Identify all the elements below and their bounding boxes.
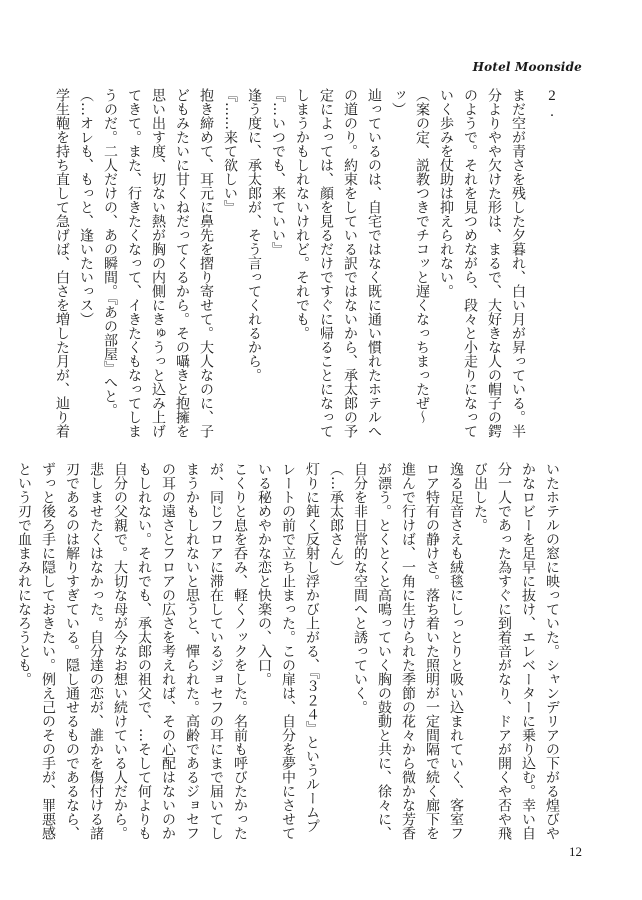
paragraph: 逢う度に、承太郎が、そう言ってくれるから。 — [246, 88, 262, 382]
page-number: 12 — [569, 844, 582, 859]
paragraph: こくりと息を呑み、軽くノックをした。名前も呼びたかったが、同じフロアに滞在しているジョセフの耳にまで届いてしまうかもしれないと思うと、憚られた。高齢であるジョセフの耳の遠さとフロアの広さを考えれば、その心配はないのかもしれない。それでも、承太郎の祖父で、…そして何よりも自分の父親で。大切な母が今なお想い続けている人だから。悲しませたくはなかった。自分達の恋が、誰かを傷付ける諸刃であるのは解りすぎている。隠し通せるものであるなら、ずっと後ろ手に隠しておきたい。例え己のその手が、罪悪感という刃で血まみれになろうとも。 — [16, 462, 248, 840]
text-column-bottom — [16, 462, 564, 842]
paragraph: 学生鞄を持ち直して急げば、白さを増した月が、辿り着 — [54, 88, 70, 438]
chapter-number: 2. — [544, 88, 560, 120]
paragraph: 『……来て欲しい』 — [222, 88, 238, 214]
paragraph: 『…いつでも、来ていい』 — [270, 88, 286, 256]
paragraph: （…承太郎さん） — [328, 462, 344, 574]
paragraph: （…オレも、もっと、逢いたいっス） — [78, 88, 94, 326]
running-title: Hotel Moonside — [472, 60, 582, 74]
paragraph: まだ空が青さを残した夕暮れ、白い月が昇っている。半分よりやや欠けた形は、まるで、大好きな人の帽子の鍔のようで。それを見つめながら、段々と小走りになっていく歩みを仗助は抑えられない。 — [438, 88, 526, 438]
paragraph: いたホテルの窓に映っていた。シャンデリアの下がる煌びやかなロビーを足早に抜け、エレベーターに乗り込む。幸い自分一人であった為すぐに到着音がなり、ドアが開くや否や飛び出した。 — [472, 462, 560, 840]
paragraph: 逸る足音さえも絨毯にしっとりと吸い込まれていく、客室フロア特有の静けさ。落ち着いた照明が一定間隔で続く廊下を進んで行けば、一角に生けられた季節の花々から微かな芳香が漂う。とくとくと高鳴っていく胸の鼓動と共に、徐々に、自分を非日常的な空間へと誘っていく。 — [352, 462, 464, 840]
text-column-top — [54, 88, 564, 438]
paragraph: 灯りに鈍く反射し浮かび上がる、『３２４』というルームプレートの前で立ち止まった。この扉は、自分を夢中にさせている秘めやかな恋と快楽の、入口。 — [256, 462, 320, 840]
paragraph: （案の定、説教つきでチコッと遅くなっちまったぜ〜ッ） — [390, 88, 430, 424]
paragraph: 抱き締めて、耳元に鼻先を摺り寄せて。大人なのに、子どもみたいに甘くねだってくるから。その囁きと抱擁を思い出す度、切ない熱が胸の内側にきゅうっと込み上げてきて。また、行きたくなって、イきたくもなってしまうのだ。二人だけの、あの瞬間。『あの部屋』へと。 — [102, 88, 214, 438]
paragraph: 辿っているのは、自宅ではなく既に通い慣れたホテルへの道のり。約束をしている訳ではないから、承太郎の予定によっては、顔を見るだけですぐに帰ることになってしまうかもしれないけれど。それでも。 — [294, 88, 382, 438]
